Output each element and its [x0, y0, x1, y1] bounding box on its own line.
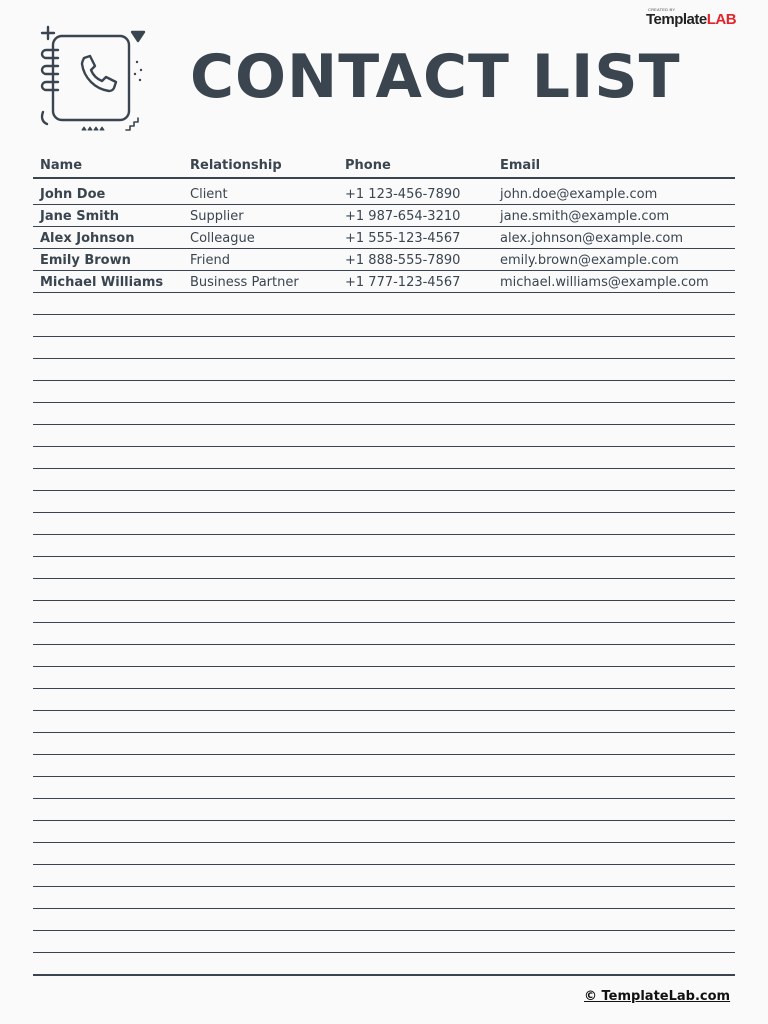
- empty-table-row: [33, 359, 735, 381]
- contact-relationship: Friend: [190, 253, 230, 268]
- contact-phone: +1 555-123-4567: [345, 231, 461, 246]
- empty-table-row: [33, 293, 735, 315]
- empty-table-row: [33, 315, 735, 337]
- header-name: Name: [40, 158, 83, 173]
- contact-relationship: Colleague: [190, 231, 255, 246]
- contact-phone: +1 777-123-4567: [345, 275, 461, 290]
- table-header: [33, 150, 735, 179]
- empty-table-row: [33, 425, 735, 447]
- contact-phone: +1 987-654-3210: [345, 209, 461, 224]
- empty-table-row: [33, 777, 735, 799]
- logo-wordmark: [646, 11, 736, 28]
- contact-name: John Doe: [40, 187, 106, 202]
- empty-table-row: [33, 337, 735, 359]
- header-relationship: Relationship: [190, 158, 282, 173]
- footer-copyright[interactable]: © TemplateLab.com: [584, 989, 731, 1004]
- contact-name: Jane Smith: [40, 209, 120, 224]
- page-title: CONTACT LIST: [190, 42, 681, 112]
- contact-name: Alex Johnson: [40, 231, 135, 246]
- contact-relationship: Client: [190, 187, 228, 202]
- empty-table-row: [33, 403, 735, 425]
- contact-relationship: Supplier: [190, 209, 244, 224]
- header-phone: Phone: [345, 158, 391, 173]
- table-row: [33, 183, 735, 205]
- empty-table-row: [33, 865, 735, 887]
- empty-table-row: [33, 447, 735, 469]
- logo-lab-text: LAB: [706, 11, 737, 28]
- empty-table-row: [33, 711, 735, 733]
- contact-book-icon: [36, 24, 150, 136]
- empty-table-row: [33, 601, 735, 623]
- empty-table-row: [33, 887, 735, 909]
- empty-table-row: [33, 931, 735, 953]
- table-row: [33, 227, 735, 249]
- contact-table: [33, 150, 735, 976]
- empty-table-row: [33, 755, 735, 777]
- logo-created-by: CREATED BY: [648, 7, 676, 12]
- contact-email: jane.smith@example.com: [500, 209, 670, 224]
- empty-table-row: [33, 667, 735, 689]
- table-body: [33, 183, 735, 976]
- empty-table-row: [33, 557, 735, 579]
- contact-name: Michael Williams: [40, 275, 164, 290]
- empty-table-row: [33, 491, 735, 513]
- contact-relationship: Business Partner: [190, 275, 299, 290]
- empty-table-row: [33, 953, 735, 976]
- empty-table-row: [33, 623, 735, 645]
- contact-email: michael.williams@example.com: [500, 275, 709, 290]
- contact-email: john.doe@example.com: [500, 187, 658, 202]
- empty-table-row: [33, 513, 735, 535]
- empty-table-row: [33, 469, 735, 491]
- empty-table-row: [33, 535, 735, 557]
- empty-table-row: [33, 799, 735, 821]
- contact-phone: +1 123-456-7890: [345, 187, 461, 202]
- contact-name: Emily Brown: [40, 253, 131, 268]
- empty-table-row: [33, 733, 735, 755]
- contact-email: alex.johnson@example.com: [500, 231, 684, 246]
- header-email: Email: [500, 158, 541, 173]
- empty-table-row: [33, 821, 735, 843]
- table-row: [33, 249, 735, 271]
- contact-phone: +1 888-555-7890: [345, 253, 461, 268]
- empty-table-row: [33, 645, 735, 667]
- contact-email: emily.brown@example.com: [500, 253, 679, 268]
- table-row: [33, 271, 735, 293]
- empty-table-row: [33, 381, 735, 403]
- templatelab-logo: [646, 8, 746, 28]
- empty-table-row: [33, 843, 735, 865]
- table-row: [33, 205, 735, 227]
- empty-table-row: [33, 579, 735, 601]
- empty-table-row: [33, 689, 735, 711]
- empty-table-row: [33, 909, 735, 931]
- logo-template-text: Template: [646, 11, 707, 28]
